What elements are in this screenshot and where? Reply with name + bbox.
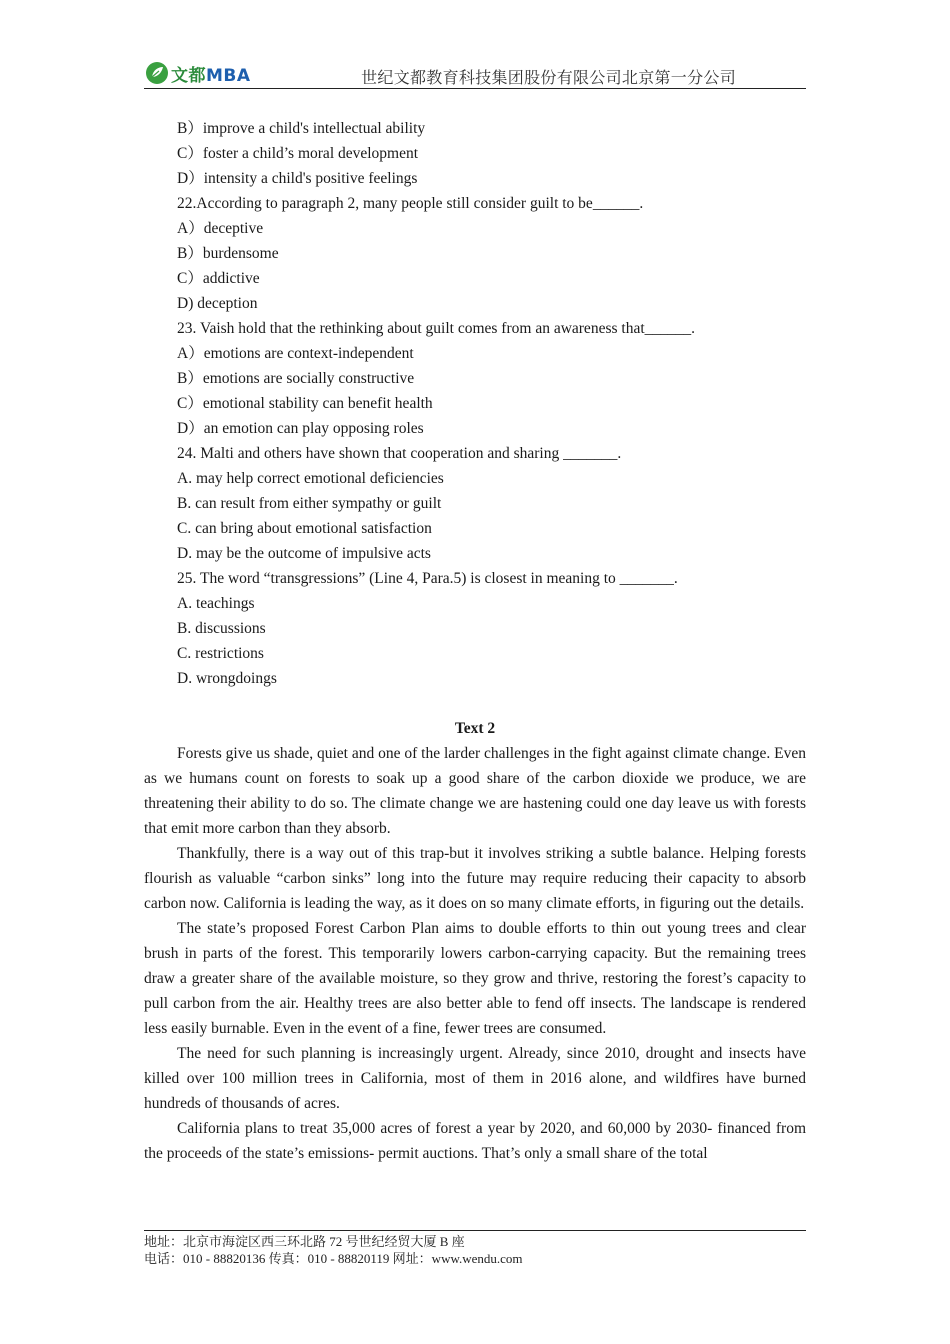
option-line: A. teachings bbox=[177, 595, 255, 612]
spacer bbox=[144, 691, 806, 716]
option-line: A. may help correct emotional deficiencies bbox=[177, 470, 444, 487]
paragraph: Thankfully, there is a way out of this trap-but it involves striking a subtle balance. Helping forests flourish as valuable “carbon sinks” long into the future may require reducing their capacity to absorb carbon now. California is leading the way, as it does on so many climate efforts, in figuring out the details. bbox=[144, 845, 806, 912]
document-body bbox=[144, 116, 806, 1166]
paragraph: Forests give us shade, quiet and one of the larder challenges in the fight against climate change. Even as we humans count on forests to soak up a good share of the carbon dioxide we produce, we are threatening their ability to do so. The climate change we are hastening could one day leave us with forests that emit more carbon than they absorb. bbox=[144, 745, 806, 837]
option-line: D) deception bbox=[177, 295, 258, 312]
logo-text: 文都MBA bbox=[171, 65, 251, 86]
option-line: D. may be the outcome of impulsive acts bbox=[177, 545, 431, 562]
option-line: C）emotional stability can benefit health bbox=[177, 395, 433, 412]
option-line: B. discussions bbox=[177, 620, 266, 637]
company-name: 世纪文都教育科技集团股份有限公司北京第一分公司 bbox=[361, 70, 736, 87]
paragraph: California plans to treat 35,000 acres of forest a year by 2020, and 60,000 by 2030- financed from the proceeds of the state’s emissions- permit auctions. That’s only a small share of the total bbox=[144, 1120, 806, 1162]
footer-contact: 电话：010 - 88820136 传真：010 - 88820119 网址：www.wendu.com bbox=[144, 1251, 523, 1266]
option-line: C. can bring about emotional satisfaction bbox=[177, 520, 432, 537]
page-footer bbox=[144, 1230, 806, 1267]
leaf-logo-icon bbox=[146, 62, 168, 84]
page-header bbox=[144, 56, 806, 89]
option-line: B）improve a child's intellectual ability bbox=[177, 120, 426, 137]
footer-address: 地址：北京市海淀区西三环北路 72 号世纪经贸大厦 B 座 bbox=[144, 1234, 465, 1249]
paragraph: The state’s proposed Forest Carbon Plan aims to double efforts to thin out young trees and clear brush in parts of the forest. This temporarily lowers carbon-carrying capacity. But the remaining trees draw a greater share of the available moisture, so they grow and thrive, restoring the forest’s capacity to pull carbon from the air. Healthy trees are also better able to fend off insects. The landscape is rendered less easily burnable. Even in the event of a fine, fewer trees are consumed. bbox=[144, 920, 806, 1037]
paragraph: The need for such planning is increasingly urgent. Already, since 2010, drought and insects have killed over 100 million trees in California, most of them in 2016 alone, and wildfires have burned hundreds of thousands of acres. bbox=[144, 1045, 806, 1112]
option-line: C）foster a child’s moral development bbox=[177, 145, 419, 162]
question-22: 22.According to paragraph 2, many people still consider guilt to be______. bbox=[177, 195, 644, 212]
wendu-mba-logo bbox=[146, 60, 251, 86]
option-line: A）deceptive bbox=[177, 220, 264, 237]
question-23: 23. Vaish hold that the rethinking about guilt comes from an awareness that______. bbox=[177, 320, 696, 337]
section-title: Text 2 bbox=[454, 720, 496, 737]
option-line: C）addictive bbox=[177, 270, 260, 287]
question-25: 25. The word “transgressions” (Line 4, Para.5) is closest in meaning to _______. bbox=[177, 570, 678, 587]
question-24: 24. Malti and others have shown that cooperation and sharing _______. bbox=[177, 445, 622, 462]
option-line: C. restrictions bbox=[177, 645, 264, 662]
option-line: D）intensity a child's positive feelings bbox=[177, 170, 418, 187]
option-line: B. can result from either sympathy or guilt bbox=[177, 495, 442, 512]
option-line: D. wrongdoings bbox=[177, 670, 277, 687]
option-line: D）an emotion can play opposing roles bbox=[177, 420, 424, 437]
option-line: A）emotions are context-independent bbox=[177, 345, 414, 362]
option-line: B）burdensome bbox=[177, 245, 279, 262]
option-line: B）emotions are socially constructive bbox=[177, 370, 415, 387]
